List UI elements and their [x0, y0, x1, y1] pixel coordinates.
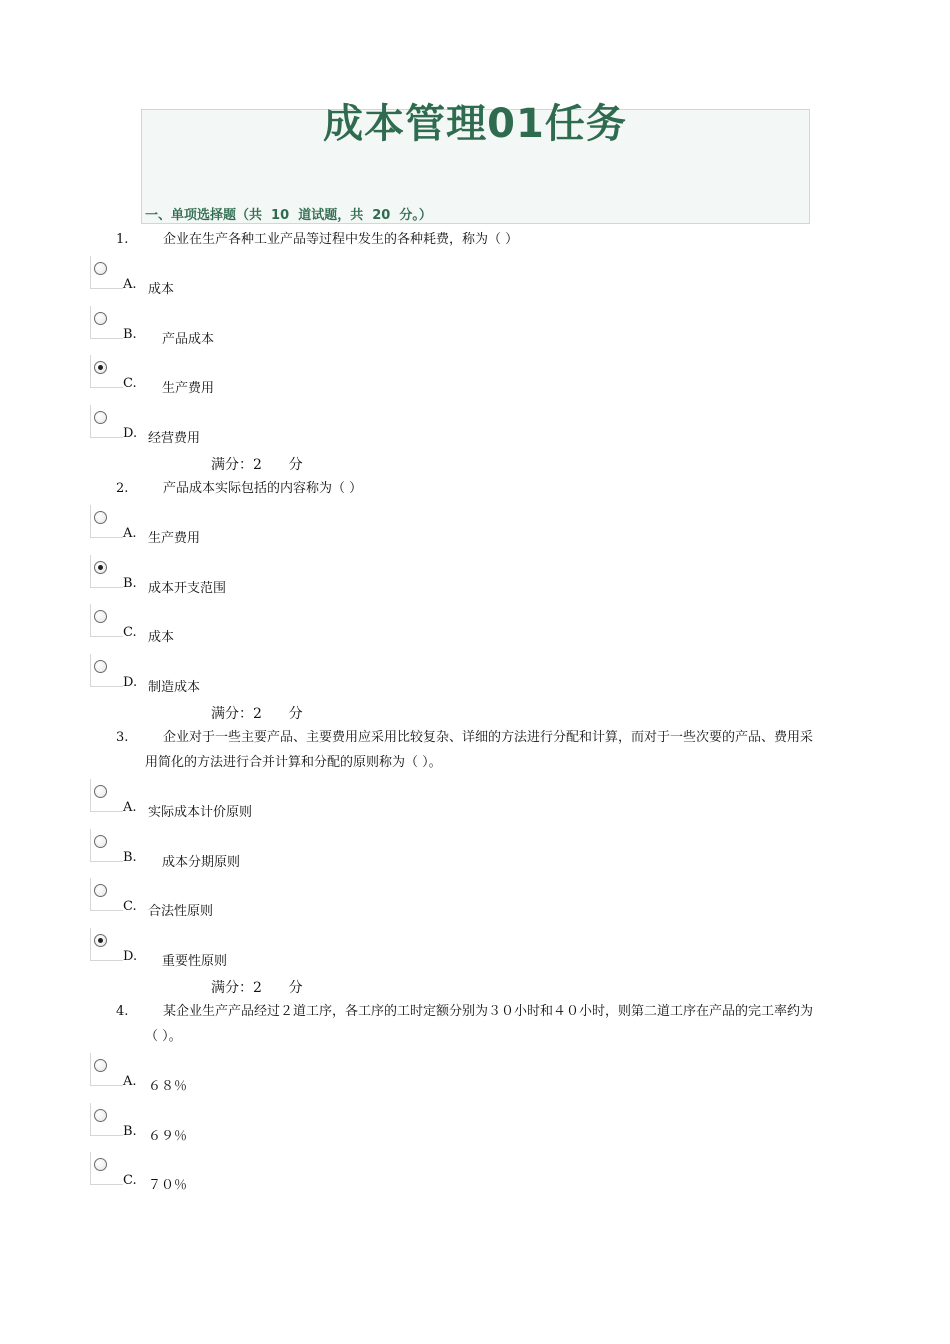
question-number: 3.: [116, 730, 129, 745]
radio-icon: [94, 1109, 107, 1122]
option-text: 实际成本计价原则: [148, 805, 253, 820]
option-text: 成本: [148, 630, 175, 645]
option-letter: B.: [123, 576, 137, 591]
option-text: 生产费用: [162, 381, 215, 396]
option-letter: A.: [123, 1074, 137, 1089]
radio-icon: [94, 1059, 107, 1072]
section-heading: 一、单项选择题（共 10 道试题，共 20 分。）: [145, 208, 432, 223]
option-letter: A.: [123, 277, 137, 292]
radio-icon: [94, 610, 107, 623]
option-text: 制造成本: [148, 680, 201, 695]
radio-selected-icon: [94, 934, 107, 947]
radio-selected-icon: [94, 361, 107, 374]
option-text: 产品成本: [162, 332, 215, 347]
option-letter: C.: [123, 376, 137, 391]
radio-button[interactable]: [90, 878, 123, 911]
option-letter: D.: [123, 949, 138, 964]
radio-button[interactable]: [90, 779, 123, 812]
option-text: ７０％: [148, 1178, 188, 1193]
radio-button[interactable]: [90, 1152, 123, 1185]
score-label: 满分：2 分: [211, 980, 303, 996]
option-text: 成本: [148, 282, 175, 297]
question-number: 4.: [116, 1004, 129, 1019]
radio-icon: [94, 511, 107, 524]
radio-button-selected[interactable]: [90, 355, 123, 388]
option-letter: B.: [123, 850, 137, 865]
radio-icon: [94, 312, 107, 325]
option-letter: D.: [123, 426, 138, 441]
radio-button[interactable]: [90, 505, 123, 538]
option-letter: C.: [123, 1173, 137, 1188]
radio-button[interactable]: [90, 604, 123, 637]
option-letter: B.: [123, 327, 137, 342]
option-letter: C.: [123, 625, 137, 640]
question-text: 企业对于一些主要产品、主要费用应采用比较复杂、详细的方法进行分配和计算，而对于一些次要的产品、费用采用简化的方法进行合并计算和分配的原则称为（ ）。: [145, 730, 814, 770]
radio-button[interactable]: [90, 1103, 123, 1136]
page-title: 成本管理01任务: [323, 101, 627, 147]
question-text: 某企业生产产品经过２道工序，各工序的工时定额分别为３０小时和４０小时，则第二道工序在产品的完工率约为（ ）。: [145, 1004, 814, 1044]
radio-selected-icon: [94, 561, 107, 574]
radio-icon: [94, 884, 107, 897]
score-label: 满分：2 分: [211, 706, 303, 722]
question-number: 1.: [116, 232, 129, 247]
option-text: ６８％: [148, 1079, 188, 1094]
radio-icon: [94, 1158, 107, 1171]
question-number: 2.: [116, 481, 129, 496]
radio-button-selected[interactable]: [90, 928, 123, 961]
radio-button[interactable]: [90, 405, 123, 438]
radio-icon: [94, 660, 107, 673]
radio-icon: [94, 411, 107, 424]
option-text: 经营费用: [148, 431, 201, 446]
option-letter: A.: [123, 800, 137, 815]
option-letter: D.: [123, 675, 138, 690]
score-label: 满分：2 分: [211, 457, 303, 473]
question-text: 产品成本实际包括的内容称为（ ）: [163, 481, 363, 496]
radio-button[interactable]: [90, 829, 123, 862]
option-text: 重要性原则: [162, 954, 228, 969]
option-text: 合法性原则: [148, 904, 214, 919]
option-letter: C.: [123, 899, 137, 914]
radio-icon: [94, 262, 107, 275]
radio-icon: [94, 785, 107, 798]
radio-button[interactable]: [90, 1053, 123, 1086]
option-letter: B.: [123, 1124, 137, 1139]
radio-button-selected[interactable]: [90, 555, 123, 588]
option-text: 成本分期原则: [162, 855, 241, 870]
option-text: ６９％: [148, 1129, 188, 1144]
option-text: 生产费用: [148, 531, 201, 546]
option-text: 成本开支范围: [148, 581, 227, 596]
radio-icon: [94, 835, 107, 848]
radio-button[interactable]: [90, 306, 123, 339]
radio-button[interactable]: [90, 256, 123, 289]
question-text: 企业在生产各种工业产品等过程中发生的各种耗费，称为（ ）: [163, 232, 519, 247]
option-letter: A.: [123, 526, 137, 541]
radio-button[interactable]: [90, 654, 123, 687]
